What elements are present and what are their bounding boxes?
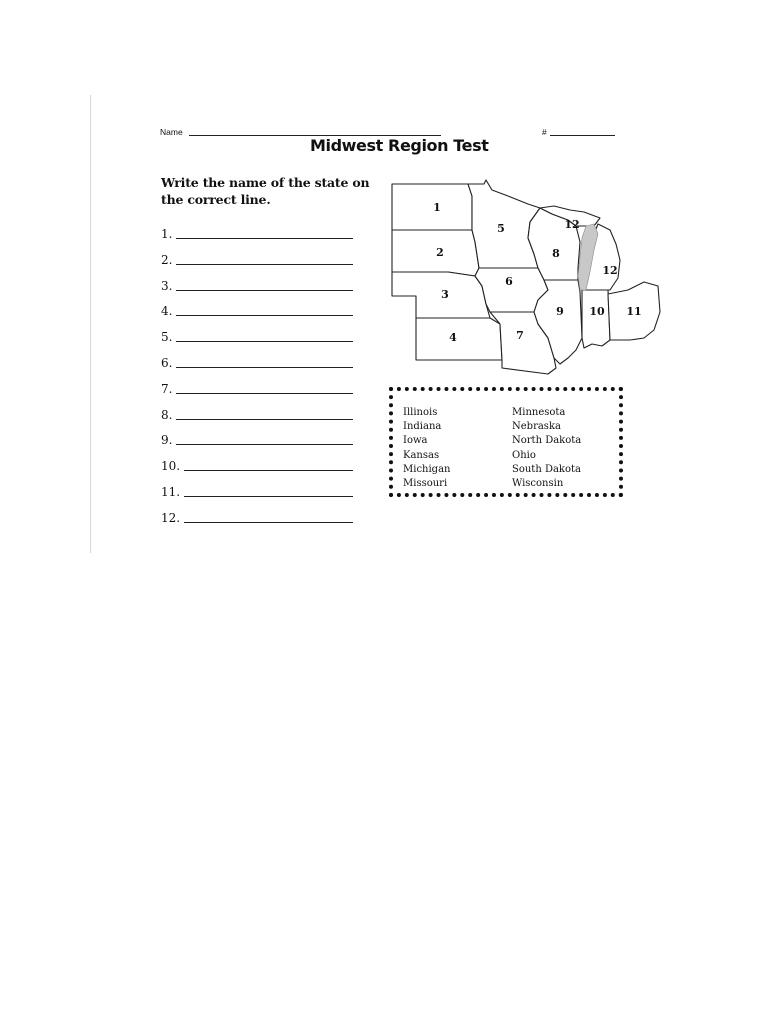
answer-row bbox=[160, 328, 360, 346]
map-label-11: 11 bbox=[626, 305, 642, 318]
word-bank-item: Ohio bbox=[512, 449, 536, 461]
answer-line[interactable] bbox=[176, 444, 353, 445]
map-label-2: 2 bbox=[436, 246, 444, 259]
answer-line[interactable] bbox=[176, 290, 353, 291]
answer-number: 12. bbox=[161, 510, 181, 525]
answer-number: 2. bbox=[161, 252, 173, 267]
number-field[interactable] bbox=[550, 135, 615, 136]
map-label-10: 10 bbox=[589, 305, 605, 318]
state-shape-indiana[interactable] bbox=[582, 290, 610, 348]
answer-row bbox=[160, 406, 360, 424]
answer-row bbox=[160, 431, 360, 449]
answer-row bbox=[160, 354, 360, 372]
answer-row bbox=[160, 380, 360, 398]
answer-line[interactable] bbox=[184, 496, 353, 497]
page-title: Midwest Region Test bbox=[310, 136, 489, 155]
map-label-3: 3 bbox=[441, 288, 449, 301]
answer-line[interactable] bbox=[176, 367, 353, 368]
word-bank-item: Michigan bbox=[403, 463, 451, 475]
map-label-7: 7 bbox=[516, 329, 524, 342]
midwest-map bbox=[388, 178, 668, 376]
word-bank-item: North Dakota bbox=[512, 435, 582, 447]
number-label: # bbox=[542, 127, 547, 137]
word-bank bbox=[389, 387, 623, 497]
map-label-8: 8 bbox=[552, 247, 560, 260]
word-bank-item: Illinois bbox=[403, 407, 438, 418]
answer-number: 7. bbox=[161, 381, 173, 396]
answer-row bbox=[160, 277, 360, 295]
word-bank-item: Minnesota bbox=[512, 407, 566, 418]
word-bank-right-column bbox=[512, 406, 581, 491]
name-label: Name bbox=[160, 127, 183, 137]
answer-number: 6. bbox=[161, 356, 173, 370]
answer-number: 1. bbox=[161, 227, 173, 241]
answer-line[interactable] bbox=[176, 238, 353, 239]
map-label-12-lower: 12 bbox=[602, 264, 618, 277]
state-shape-kansas[interactable] bbox=[416, 318, 502, 360]
word-bank-item: Nebraska bbox=[512, 421, 561, 433]
map-label-6: 6 bbox=[505, 275, 513, 288]
answer-line[interactable] bbox=[184, 522, 353, 523]
answer-line[interactable] bbox=[184, 470, 353, 471]
answer-row bbox=[160, 509, 360, 527]
word-bank-item: South Dakota bbox=[512, 463, 581, 475]
word-bank-item: Wisconsin bbox=[512, 478, 564, 490]
map-label-12-upper: 12 bbox=[564, 218, 580, 231]
answer-row bbox=[160, 302, 360, 320]
map-label-1: 1 bbox=[433, 201, 441, 214]
page-edge bbox=[90, 95, 91, 553]
answer-number: 8. bbox=[161, 407, 173, 422]
answer-line[interactable] bbox=[176, 315, 353, 316]
answer-number: 3. bbox=[161, 278, 173, 293]
answer-number: 4. bbox=[161, 304, 173, 319]
state-shape-north-dakota[interactable] bbox=[392, 184, 472, 230]
answer-number: 5. bbox=[161, 330, 173, 345]
answer-line[interactable] bbox=[176, 264, 353, 265]
answer-number: 9. bbox=[161, 433, 173, 448]
map-label-4: 4 bbox=[449, 331, 457, 344]
answer-number: 11. bbox=[161, 485, 181, 499]
answer-row bbox=[160, 457, 360, 475]
word-bank-item: Missouri bbox=[403, 478, 448, 490]
word-bank-item: Iowa bbox=[403, 435, 428, 447]
word-bank-item: Indiana bbox=[403, 421, 442, 433]
instructions: Write the name of the state on the correct line. bbox=[161, 175, 370, 207]
map-label-9: 9 bbox=[556, 305, 564, 318]
answer-row bbox=[160, 483, 360, 501]
answer-line[interactable] bbox=[176, 419, 353, 420]
word-bank-left-column bbox=[403, 406, 450, 491]
map-label-5: 5 bbox=[497, 222, 505, 235]
answer-row bbox=[160, 251, 360, 269]
answer-line[interactable] bbox=[176, 393, 353, 394]
answer-line[interactable] bbox=[176, 341, 353, 342]
answer-row bbox=[160, 225, 360, 243]
word-bank-item: Kansas bbox=[403, 449, 440, 461]
answer-number: 10. bbox=[161, 459, 181, 474]
